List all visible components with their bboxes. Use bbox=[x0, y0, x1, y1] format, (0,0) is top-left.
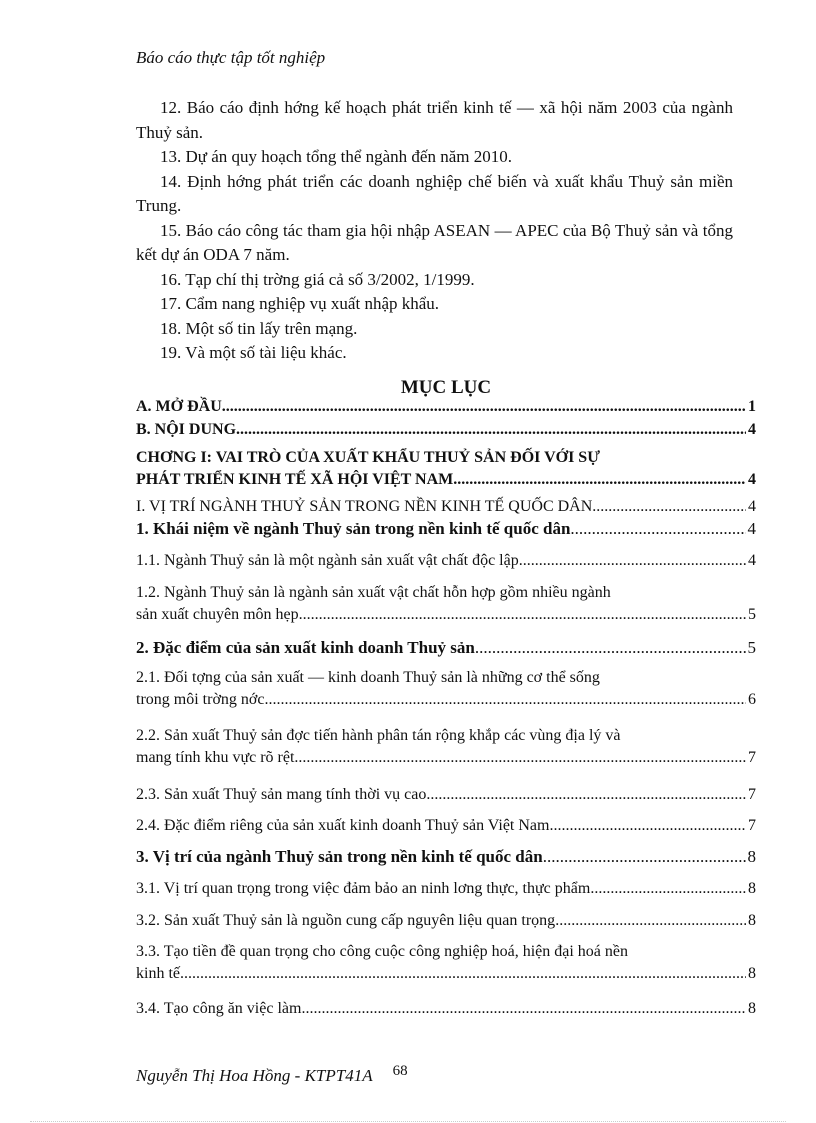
toc-entry-text: 2.3. Sản xuất Thuỷ sản mang tính thời vụ cao bbox=[136, 786, 427, 803]
toc-entry-text: 3.4. Tạo công ăn việc làm bbox=[136, 1000, 302, 1017]
toc-entry bbox=[136, 941, 756, 985]
toc-entry bbox=[136, 667, 756, 711]
reference-item: 12. Báo cáo định hớng kế hoạch phát triển kinh tế — xã hội năm 2003 của ngành Thuỷ sản. bbox=[136, 98, 733, 142]
toc-entry-text-line1: 2.2. Sản xuất Thuỷ sản đợc tiến hành phân tán rộng khắp các vùng địa lý và bbox=[136, 727, 621, 744]
page-footer bbox=[136, 1063, 408, 1086]
toc-entry-page: 4 bbox=[748, 421, 756, 438]
toc-entry-text-line1: 1.2. Ngành Thuỷ sản là ngành sản xuất vật chất hỗn hợp gồm nhiều ngành bbox=[136, 584, 611, 601]
toc-entry-page: 4 bbox=[747, 519, 756, 538]
toc-entry bbox=[136, 550, 756, 572]
toc-entry bbox=[136, 815, 756, 837]
footer-author: Nguyễn Thị Hoa Hồng - KTPT41A bbox=[136, 1066, 373, 1085]
toc-entry bbox=[136, 878, 756, 900]
toc-entry-page: 1 bbox=[748, 398, 756, 415]
toc-entry-page: 4 bbox=[748, 552, 756, 569]
toc-entry bbox=[136, 998, 756, 1020]
toc-entry bbox=[136, 910, 756, 932]
reference-item: 13. Dự án quy hoạch tổng thể ngành đến năm 2010. bbox=[160, 147, 512, 166]
toc-entry-page: 8 bbox=[748, 1000, 756, 1017]
toc-entry-page: 7 bbox=[748, 749, 756, 766]
toc-entry-page: 7 bbox=[748, 817, 756, 834]
toc-entry-text-line1: 3.3. Tạo tiền đề quan trọng cho công cuộc công nghiệp hoá, hiện đại hoá nền bbox=[136, 943, 629, 960]
toc-entry-text: 1. Khái niệm về ngành Thuỷ sản trong nền kinh tế quốc dân bbox=[136, 519, 571, 538]
toc-entry bbox=[136, 582, 756, 626]
toc-entry-text: PHÁT TRIỂN KINH TẾ XÃ HỘI VIỆT NAM bbox=[136, 471, 454, 488]
page-number: 68 bbox=[392, 1063, 408, 1079]
toc-entry-text: B. NỘI DUNG bbox=[136, 421, 237, 438]
page-bottom-divider bbox=[30, 1121, 786, 1122]
toc-entry-text: mang tính khu vực rõ rệt. bbox=[136, 749, 299, 766]
toc-entry bbox=[136, 725, 756, 769]
toc-entry-text: trong môi trờng nớc. bbox=[136, 691, 269, 708]
page-header: Báo cáo thực tập tốt nghiệp bbox=[136, 48, 326, 67]
reference-item: 16. Tạp chí thị trờng giá cả số 3/2002, 1/1999. bbox=[160, 269, 475, 289]
toc-entry-text: 3.1. Vị trí quan trọng trong việc đảm bảo an ninh lơng thực, thực phẩm bbox=[136, 880, 591, 897]
toc-entry-page: 7 bbox=[748, 786, 756, 803]
toc-entry bbox=[136, 396, 756, 418]
reference-item: 14. Định hớng phát triển các doanh nghiệp chế biến và xuất khẩu Thuỷ sản miền Trung. bbox=[136, 171, 733, 215]
toc-entry-page: 5 bbox=[748, 606, 756, 623]
toc-entry-page: 4 bbox=[748, 498, 756, 515]
toc-entry-page: 8 bbox=[748, 880, 756, 897]
toc-entry-text: 2. Đặc điểm của sản xuất kinh doanh Thuỷ sản bbox=[136, 638, 475, 657]
toc-entry-page: 8 bbox=[747, 847, 756, 866]
toc-entry-page: 8 bbox=[748, 965, 756, 982]
toc-entry-page: 4 bbox=[748, 471, 756, 488]
toc-entry-text-line1: 2.1. Đối tợng của sản xuất — kinh doanh Thuỷ sản là những cơ thể sống bbox=[136, 669, 600, 686]
toc-entry bbox=[136, 846, 756, 868]
toc-entry-page: 8 bbox=[748, 912, 756, 929]
reference-item: 18. Một số tin lấy trên mạng. bbox=[160, 318, 358, 338]
toc-entry-text: 2.4. Đặc điểm riêng của sản xuất kinh doanh Thuỷ sản Việt Nam bbox=[136, 817, 550, 834]
reference-item: 17. Cẩm nang nghiệp vụ xuất nhập khẩu. bbox=[160, 294, 440, 313]
toc-entry-text: 3.2. Sản xuất Thuỷ sản là nguồn cung cấp nguyên liệu quan trọng bbox=[136, 912, 556, 929]
toc-entry-page: 6 bbox=[748, 691, 756, 708]
reference-list bbox=[136, 96, 733, 366]
reference-item: 15. Báo cáo công tác tham gia hội nhập ASEAN — APEC của Bộ Thuỷ sản và tổng kết dự án ODA 7 năm. bbox=[136, 220, 733, 264]
reference-item: 19. Và một số tài liệu khác. bbox=[160, 343, 347, 362]
toc-entry bbox=[136, 447, 756, 491]
toc-entry-text: 1.1. Ngành Thuỷ sản là một ngành sản xuất vật chất độc lập bbox=[136, 552, 519, 569]
toc-entry-page: 5 bbox=[747, 638, 756, 657]
toc-entry-text: A. MỞ ĐẦU bbox=[136, 398, 222, 415]
toc-entry bbox=[136, 784, 756, 806]
toc-entry-text-line1: CHƠNG I: VAI TRÒ CỦA XUẤT KHẨU THUỶ SẢN ĐỐI VỚI SỰ bbox=[136, 449, 600, 466]
toc-entry-text: sản xuất chuyên môn hẹp. bbox=[136, 606, 303, 623]
toc-title: MỤC LỤC bbox=[400, 377, 492, 398]
toc-entry bbox=[136, 419, 756, 441]
toc-entry bbox=[136, 496, 756, 518]
toc-entry-text: I. VỊ TRÍ NGÀNH THUỶ SẢN TRONG NỀN KINH TẾ QUỐC DÂN bbox=[136, 498, 593, 515]
toc-entry-text: 3. Vị trí của ngành Thuỷ sản trong nền kinh tế quốc dân bbox=[136, 847, 543, 866]
toc-entry bbox=[136, 518, 756, 540]
toc-entry bbox=[136, 637, 756, 659]
toc-entry-text: kinh tế bbox=[136, 965, 180, 982]
